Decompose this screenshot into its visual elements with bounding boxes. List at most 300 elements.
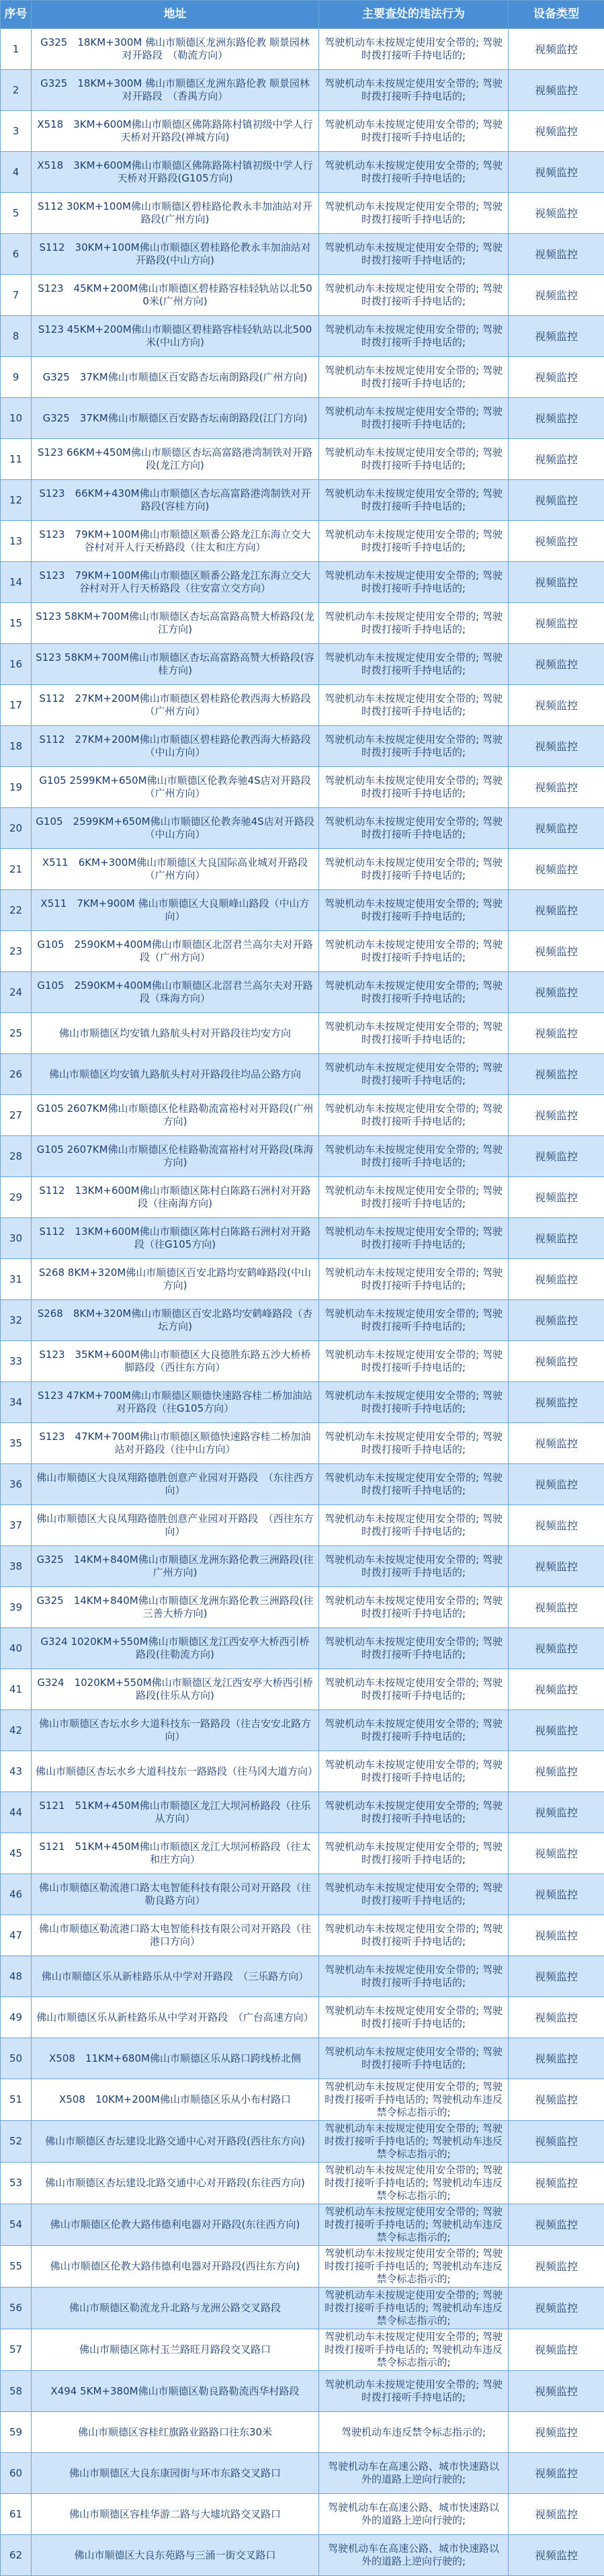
row-device-type: 视频监控 (509, 398, 604, 439)
row-address: G105 2590KM+400M佛山市顺德区北滘君兰高尔夫对开路段（珠海方向） (32, 972, 319, 1013)
table-row (1, 1300, 604, 1341)
table-row (1, 1710, 604, 1751)
row-address: 佛山市顺德区勒流港口路太电智能科技有限公司对开路段（往勒良路方向） (32, 1874, 319, 1915)
row-number: 14 (1, 562, 32, 603)
row-address: G105 2599KM+650M佛山市顺德区伦教奔驰4S店对开路段（中山方向） (32, 808, 319, 849)
row-device-type: 视频监控 (509, 767, 604, 808)
row-address: X508 11KM+680M佛山市顺德区乐从路口跨线桥北侧 (32, 2038, 319, 2079)
row-violation: 驾驶机动车未按规定使用安全带的; 驾驶时拨打接听手持电话的; (319, 1997, 509, 2038)
table-row (1, 111, 604, 152)
table-row (1, 2412, 604, 2453)
row-number: 61 (1, 2494, 32, 2535)
row-number: 52 (1, 2121, 32, 2163)
row-address: S123 47KM+700M佛山市顺德区顺德快速路容桂二桥加油站对开路段（往中山方向） (32, 1423, 319, 1464)
row-violation: 驾驶机动车未按规定使用安全带的; 驾驶时拨打接听手持电话的; (319, 808, 509, 849)
row-address: S123 47KM+700M佛山市顺德区顺德快速路容桂二桥加油站对开路段（往G105方向） (32, 1382, 319, 1423)
header-address: 地址 (32, 1, 319, 29)
row-violation: 驾驶机动车未按规定使用安全带的; 驾驶时拨打接听手持电话的; (319, 439, 509, 480)
row-address: X518 3KM+600M佛山市顺德区佛陈路陈村镇初级中学人行天桥对开路段(G105方向) (32, 152, 319, 193)
row-violation: 驾驶机动车未按规定使用安全带的; 驾驶时拨打接听手持电话的; 驾驶机动车违反禁令标志指示的; (319, 2079, 509, 2121)
row-number: 24 (1, 972, 32, 1013)
table-row (1, 849, 604, 890)
row-violation: 驾驶机动车未按规定使用安全带的; 驾驶时拨打接听手持电话的; (319, 1956, 509, 1997)
row-address: G324 1020KM+550M佛山市顺德区龙江西安亭大桥西引桥路段(往乐从方向) (32, 1669, 319, 1710)
table-row (1, 2494, 604, 2535)
row-number: 33 (1, 1341, 32, 1382)
row-address: S268 8KM+320M佛山市顺德区百安北路均安鹤峰路段(中山方向) (32, 1259, 319, 1300)
row-violation: 驾驶机动车未按规定使用安全带的; 驾驶时拨打接听手持电话的; (319, 357, 509, 398)
row-violation: 驾驶机动车未按规定使用安全带的; 驾驶时拨打接听手持电话的; (319, 767, 509, 808)
row-violation: 驾驶机动车未按规定使用安全带的; 驾驶时拨打接听手持电话的; (319, 480, 509, 521)
row-violation: 驾驶机动车未按规定使用安全带的; 驾驶时拨打接听手持电话的; (319, 1095, 509, 1136)
row-number: 8 (1, 316, 32, 357)
row-address: S268 8KM+320M佛山市顺德区百安北路均安鹤峰路段（杏坛方向) (32, 1300, 319, 1341)
row-number: 54 (1, 2204, 32, 2246)
row-device-type: 视频监控 (509, 2246, 604, 2288)
table-row (1, 1464, 604, 1505)
row-number: 19 (1, 767, 32, 808)
row-violation: 驾驶机动车未按规定使用安全带的; 驾驶时拨打接听手持电话的; (319, 1751, 509, 1792)
row-address: G105 2607KM佛山市顺德区伦桂路勒流富裕村对开路段(广州方向) (32, 1095, 319, 1136)
row-number: 28 (1, 1136, 32, 1177)
table-header-row (1, 1, 604, 29)
table-row (1, 70, 604, 111)
table-row (1, 275, 604, 316)
table-row (1, 767, 604, 808)
table-row (1, 1382, 604, 1423)
row-number: 36 (1, 1464, 32, 1505)
row-address: G325 37KM佛山市顺德区百安路杏坛南朗路段(广州方向) (32, 357, 319, 398)
row-violation: 驾驶机动车未按规定使用安全带的; 驾驶时拨打接听手持电话的; (319, 234, 509, 275)
row-device-type: 视频监控 (509, 316, 604, 357)
row-device-type: 视频监控 (509, 1751, 604, 1792)
row-number: 39 (1, 1587, 32, 1628)
row-number: 49 (1, 1997, 32, 2038)
row-violation: 驾驶机动车在高速公路、城市快速路以外的道路上逆向行驶的; (319, 2535, 509, 2576)
table-row (1, 1587, 604, 1628)
row-device-type: 视频监控 (509, 1464, 604, 1505)
row-address: S123 58KM+700M佛山市顺德区杏坛高富路高赞大桥路段(容桂方向) (32, 644, 319, 685)
row-violation: 驾驶机动车未按规定使用安全带的; 驾驶时拨打接听手持电话的; (319, 1505, 509, 1546)
row-number: 34 (1, 1382, 32, 1423)
row-device-type: 视频监控 (509, 1669, 604, 1710)
row-number: 47 (1, 1915, 32, 1956)
row-device-type: 视频监控 (509, 275, 604, 316)
row-number: 57 (1, 2329, 32, 2371)
header-device-type: 设备类型 (509, 1, 604, 29)
row-number: 29 (1, 1177, 32, 1218)
row-device-type: 视频监控 (509, 1915, 604, 1956)
table-row (1, 1751, 604, 1792)
row-violation: 驾驶机动车未按规定使用安全带的; 驾驶时拨打接听手持电话的; (319, 193, 509, 234)
row-address: G324 1020KM+550M佛山市顺德区龙江西安亭大桥西引桥路段(往勒流方向) (32, 1628, 319, 1669)
row-device-type: 视频监控 (509, 1792, 604, 1833)
row-address: 佛山市顺德区勒流港口路太电智能科技有限公司对开路段（往港口方向） (32, 1915, 319, 1956)
row-number: 2 (1, 70, 32, 111)
row-violation: 驾驶机动车未按规定使用安全带的; 驾驶时拨打接听手持电话的; (319, 890, 509, 931)
row-number: 6 (1, 234, 32, 275)
row-violation: 驾驶机动车在高速公路、城市快速路以外的道路上逆向行驶的; (319, 2453, 509, 2494)
row-device-type: 视频监控 (509, 1177, 604, 1218)
row-address: X511 7KM+900M 佛山市顺德区大良顺峰山路段（中山方向） (32, 890, 319, 931)
row-violation: 驾驶机动车未按规定使用安全带的; 驾驶时拨打接听手持电话的; (319, 1915, 509, 1956)
table-row (1, 2079, 604, 2121)
row-address: 佛山市顺德区均安镇九路航头村对开路段往均品公路方向 (32, 1054, 319, 1095)
row-device-type: 视频监控 (509, 603, 604, 644)
row-address: 佛山市顺德区伦教大路伟德利电器对开路段(东往西方向) (32, 2204, 319, 2246)
row-device-type: 视频监控 (509, 2494, 604, 2535)
row-number: 40 (1, 1628, 32, 1669)
row-number: 13 (1, 521, 32, 562)
header-violation: 主要查处的违法行为 (319, 1, 509, 29)
row-device-type: 视频监控 (509, 685, 604, 726)
row-violation: 驾驶机动车未按规定使用安全带的; 驾驶时拨打接听手持电话的; (319, 1792, 509, 1833)
row-violation: 驾驶机动车未按规定使用安全带的; 驾驶时拨打接听手持电话的; (319, 2038, 509, 2079)
row-address: G105 2590KM+400M佛山市顺德区北滘君兰高尔夫对开路段（广州方向） (32, 931, 319, 972)
table-row (1, 685, 604, 726)
row-device-type: 视频监控 (509, 480, 604, 521)
row-device-type: 视频监控 (509, 1300, 604, 1341)
row-device-type: 视频监控 (509, 1833, 604, 1874)
row-violation: 驾驶机动车在高速公路、城市快速路以外的道路上逆向行驶的; (319, 2494, 509, 2535)
row-device-type: 视频监控 (509, 193, 604, 234)
row-address: S112 30KM+100M佛山市顺德区碧桂路伦教永丰加油站对开路段(中山方向) (32, 234, 319, 275)
row-address: 佛山市顺德区均安镇九路航头村对开路段往均安方向 (32, 1013, 319, 1054)
row-violation: 驾驶机动车未按规定使用安全带的; 驾驶时拨打接听手持电话的; 驾驶机动车违反禁令标志指示的; (319, 2246, 509, 2288)
row-address: 佛山市顺德区容桂华游二路与大墟坑路交叉路口 (32, 2494, 319, 2535)
table-row (1, 29, 604, 70)
row-device-type: 视频监控 (509, 2412, 604, 2453)
row-address: 佛山市顺德区乐从新桂路乐从中学对开路段 （广台高速方向） (32, 1997, 319, 2038)
table-body (1, 29, 604, 2576)
row-address: S123 45KM+200M佛山市顺德区碧桂路容桂轻轨站以北500米(中山方向) (32, 316, 319, 357)
table-row (1, 644, 604, 685)
row-number: 16 (1, 644, 32, 685)
row-number: 10 (1, 398, 32, 439)
row-address: S112 27KM+200M佛山市顺德区碧桂路伦教西海大桥路段（中山方向） (32, 726, 319, 767)
table-row (1, 562, 604, 603)
row-violation: 驾驶机动车未按规定使用安全带的; 驾驶时拨打接听手持电话的; 驾驶机动车违反禁令标志指示的; (319, 2163, 509, 2204)
table-row (1, 1136, 604, 1177)
row-number: 20 (1, 808, 32, 849)
row-violation: 驾驶机动车未按规定使用安全带的; 驾驶时拨打接听手持电话的; (319, 1218, 509, 1259)
row-device-type: 视频监控 (509, 2535, 604, 2576)
table-row (1, 2246, 604, 2288)
row-address: 佛山市顺德区杏坛建设北路交通中心对开路段(西往东方向) (32, 2121, 319, 2163)
row-device-type: 视频监控 (509, 1546, 604, 1587)
row-device-type: 视频监控 (509, 521, 604, 562)
row-device-type: 视频监控 (509, 2038, 604, 2079)
table-row (1, 1013, 604, 1054)
row-address: 佛山市顺德区杏坛建设北路交通中心对开路段(东往西方向) (32, 2163, 319, 2204)
table-row (1, 1833, 604, 1874)
row-address: 佛山市顺德区大良凤翔路德胜创意产业园对开路段 （西往东方向） (32, 1505, 319, 1546)
row-device-type: 视频监控 (509, 1628, 604, 1669)
table-row (1, 2121, 604, 2163)
row-violation: 驾驶机动车未按规定使用安全带的; 驾驶时拨打接听手持电话的; (319, 972, 509, 1013)
row-number: 31 (1, 1259, 32, 1300)
row-number: 26 (1, 1054, 32, 1095)
row-device-type: 视频监控 (509, 2204, 604, 2246)
row-violation: 驾驶机动车未按规定使用安全带的; 驾驶时拨打接听手持电话的; 驾驶机动车违反禁令标志指示的; (319, 2329, 509, 2371)
row-address: 佛山市顺德区大良东康园街与环市东路交叉路口 (32, 2453, 319, 2494)
row-device-type: 视频监控 (509, 29, 604, 70)
table-row (1, 2288, 604, 2329)
row-address: S112 30KM+100M佛山市顺德区碧桂路伦教永丰加油站对开路段(广州方向) (32, 193, 319, 234)
table-row (1, 2453, 604, 2494)
row-number: 1 (1, 29, 32, 70)
row-address: X518 3KM+600M佛山市顺德区佛陈路陈村镇初级中学人行天桥对开路段(禅城方向) (32, 111, 319, 152)
row-number: 21 (1, 849, 32, 890)
row-number: 46 (1, 1874, 32, 1915)
row-address: S112 13KM+600M佛山市顺德区陈村白陈路石洲村对开路段（往南海方向) (32, 1177, 319, 1218)
row-number: 55 (1, 2246, 32, 2288)
row-device-type: 视频监控 (509, 972, 604, 1013)
row-violation: 驾驶机动车未按规定使用安全带的; 驾驶时拨打接听手持电话的; (319, 1382, 509, 1423)
row-violation: 驾驶机动车未按规定使用安全带的; 驾驶时拨打接听手持电话的; (319, 603, 509, 644)
row-number: 43 (1, 1751, 32, 1792)
row-address: X511 6KM+300M佛山市顺德区大良国际高业城对开路段（广州方向） (32, 849, 319, 890)
row-violation: 驾驶机动车未按规定使用安全带的; 驾驶时拨打接听手持电话的; (319, 1300, 509, 1341)
row-address: 佛山市顺德区大良东苑路与三涌一街交叉路口 (32, 2535, 319, 2576)
table-row (1, 1054, 604, 1095)
row-device-type: 视频监控 (509, 1054, 604, 1095)
row-device-type: 视频监控 (509, 562, 604, 603)
row-address: S121 51KM+450M佛山市顺德区龙江大坝河桥路段（往太和庄方向） (32, 1833, 319, 1874)
row-address: X508 10KM+200M佛山市顺德区乐从小布村路口 (32, 2079, 319, 2121)
table-row (1, 2329, 604, 2371)
row-violation: 驾驶机动车未按规定使用安全带的; 驾驶时拨打接听手持电话的; (319, 1710, 509, 1751)
row-number: 17 (1, 685, 32, 726)
table-row (1, 1341, 604, 1382)
row-number: 48 (1, 1956, 32, 1997)
table-row (1, 1628, 604, 1669)
row-address: S112 13KM+600M佛山市顺德区陈村白陈路石洲村对开路段（往G105方向) (32, 1218, 319, 1259)
row-number: 42 (1, 1710, 32, 1751)
row-number: 7 (1, 275, 32, 316)
row-device-type: 视频监控 (509, 1013, 604, 1054)
row-violation: 驾驶机动车未按规定使用安全带的; 驾驶时拨打接听手持电话的; (319, 29, 509, 70)
row-device-type: 视频监控 (509, 1095, 604, 1136)
row-address: S123 45KM+200M佛山市顺德区碧桂路容桂轻轨站以北500米(广州方向) (32, 275, 319, 316)
row-violation: 驾驶机动车未按规定使用安全带的; 驾驶时拨打接听手持电话的; (319, 111, 509, 152)
row-number: 5 (1, 193, 32, 234)
row-device-type: 视频监控 (509, 1136, 604, 1177)
row-address: S123 66KM+430M佛山市顺德区杏坛高富路港湾制铁对开路段(容桂方向) (32, 480, 319, 521)
row-violation: 驾驶机动车未按规定使用安全带的; 驾驶时拨打接听手持电话的; (319, 931, 509, 972)
row-device-type: 视频监控 (509, 70, 604, 111)
row-number: 35 (1, 1423, 32, 1464)
table-row (1, 234, 604, 275)
row-address: S123 79KM+100M佛山市顺德区顺番公路龙江东海立交大谷村对开人行天桥路段（往太和庄方向） (32, 521, 319, 562)
row-violation: 驾驶机动车未按规定使用安全带的; 驾驶时拨打接听手持电话的; (319, 1628, 509, 1669)
table-row (1, 1956, 604, 1997)
table-row (1, 521, 604, 562)
table-row (1, 1792, 604, 1833)
row-number: 11 (1, 439, 32, 480)
row-number: 44 (1, 1792, 32, 1833)
row-violation: 驾驶机动车未按规定使用安全带的; 驾驶时拨打接听手持电话的; (319, 1874, 509, 1915)
table-row (1, 316, 604, 357)
table-row (1, 357, 604, 398)
row-device-type: 视频监控 (509, 1423, 604, 1464)
row-device-type: 视频监控 (509, 808, 604, 849)
row-number: 58 (1, 2371, 32, 2412)
table-row (1, 152, 604, 193)
row-address: 佛山市顺德区杏坛水乡大道科技东一路路段（往吉安安北路方向） (32, 1710, 319, 1751)
row-device-type: 视频监控 (509, 152, 604, 193)
row-violation: 驾驶机动车未按规定使用安全带的; 驾驶时拨打接听手持电话的; (319, 726, 509, 767)
row-violation: 驾驶机动车未按规定使用安全带的; 驾驶时拨打接听手持电话的; (319, 1423, 509, 1464)
row-device-type: 视频监控 (509, 357, 604, 398)
table-row (1, 1915, 604, 1956)
row-number: 15 (1, 603, 32, 644)
table-row (1, 1218, 604, 1259)
table-row (1, 1177, 604, 1218)
row-address: S123 79KM+100M佛山市顺德区顺番公路龙江东海立交大谷村对开人行天桥路段（往安富立交方向） (32, 562, 319, 603)
table-row (1, 2163, 604, 2204)
row-device-type: 视频监控 (509, 1997, 604, 2038)
row-address: 佛山市顺德区勒流龙升北路与龙洲公路交叉路段 (32, 2288, 319, 2329)
table-row (1, 1095, 604, 1136)
row-address: G325 14KM+840M佛山市顺德区龙洲东路伦教三洲路段(往三善大桥方向) (32, 1587, 319, 1628)
row-violation: 驾驶机动车未按规定使用安全带的; 驾驶时拨打接听手持电话的; (319, 1177, 509, 1218)
row-number: 60 (1, 2453, 32, 2494)
row-device-type: 视频监控 (509, 1259, 604, 1300)
row-address: G105 2607KM佛山市顺德区伦桂路勒流富裕村对开路段(珠海方向) (32, 1136, 319, 1177)
row-address: X494 5KM+380M佛山市顺德区勒良路勒流西华村路段 (32, 2371, 319, 2412)
table-row (1, 439, 604, 480)
row-violation: 驾驶机动车未按规定使用安全带的; 驾驶时拨打接听手持电话的; (319, 521, 509, 562)
row-violation: 驾驶机动车未按规定使用安全带的; 驾驶时拨打接听手持电话的; 驾驶机动车违反禁令标志指示的; (319, 2204, 509, 2246)
row-address: S112 27KM+200M佛山市顺德区碧桂路伦教西海大桥路段（广州方向） (32, 685, 319, 726)
row-number: 12 (1, 480, 32, 521)
row-violation: 驾驶机动车未按规定使用安全带的; 驾驶时拨打接听手持电话的; (319, 1136, 509, 1177)
row-number: 41 (1, 1669, 32, 1710)
row-violation: 驾驶机动车未按规定使用安全带的; 驾驶时拨打接听手持电话的; (319, 1054, 509, 1095)
table-row (1, 1505, 604, 1546)
row-violation: 驾驶机动车未按规定使用安全带的; 驾驶时拨打接听手持电话的; (319, 152, 509, 193)
table-row (1, 890, 604, 931)
row-address: 佛山市顺德区容桂红旗路业路路口往东30米 (32, 2412, 319, 2453)
table-row (1, 726, 604, 767)
row-violation: 驾驶机动车未按规定使用安全带的; 驾驶时拨打接听手持电话的; (319, 1669, 509, 1710)
row-device-type: 视频监控 (509, 1341, 604, 1382)
row-violation: 驾驶机动车未按规定使用安全带的; 驾驶时拨打接听手持电话的; (319, 1464, 509, 1505)
row-address: G325 37KM佛山市顺德区百安路杏坛南朗路段(江门方向) (32, 398, 319, 439)
row-violation: 驾驶机动车未按规定使用安全带的; 驾驶时拨打接听手持电话的; (319, 316, 509, 357)
row-address: S123 66KM+450M佛山市顺德区杏坛高富路港湾制铁对开路段(龙江方向) (32, 439, 319, 480)
row-device-type: 视频监控 (509, 111, 604, 152)
table-row (1, 1259, 604, 1300)
row-violation: 驾驶机动车未按规定使用安全带的; 驾驶时拨打接听手持电话的; (319, 1259, 509, 1300)
row-device-type: 视频监控 (509, 2121, 604, 2163)
table-row (1, 603, 604, 644)
row-device-type: 视频监控 (509, 2329, 604, 2371)
table-row (1, 808, 604, 849)
row-number: 3 (1, 111, 32, 152)
row-device-type: 视频监控 (509, 1710, 604, 1751)
row-violation: 驾驶机动车未按规定使用安全带的; 驾驶时拨打接听手持电话的; (319, 275, 509, 316)
row-number: 56 (1, 2288, 32, 2329)
row-address: G325 18KM+300M 佛山市顺德区龙洲东路伦教 顺景园林对开路段 （勒流方向） (32, 29, 319, 70)
row-violation: 驾驶机动车未按规定使用安全带的; 驾驶时拨打接听手持电话的; (319, 1833, 509, 1874)
table-row (1, 2371, 604, 2412)
table-row (1, 193, 604, 234)
row-number: 27 (1, 1095, 32, 1136)
row-number: 25 (1, 1013, 32, 1054)
row-address: 佛山市顺德区大良凤翔路德胜创意产业园对开路段 （东往西方向） (32, 1464, 319, 1505)
row-device-type: 视频监控 (509, 1587, 604, 1628)
row-address: S123 35KM+600M佛山市顺德区大良德胜东路五沙大桥桥脚路段（西往东方向） (32, 1341, 319, 1382)
row-number: 30 (1, 1218, 32, 1259)
row-number: 50 (1, 2038, 32, 2079)
row-device-type: 视频监控 (509, 234, 604, 275)
row-device-type: 视频监控 (509, 1505, 604, 1546)
row-device-type: 视频监控 (509, 1382, 604, 1423)
row-device-type: 视频监控 (509, 644, 604, 685)
row-number: 18 (1, 726, 32, 767)
row-address: S121 51KM+450M佛山市顺德区龙江大坝河桥路段（往乐从方向） (32, 1792, 319, 1833)
row-violation: 驾驶机动车未按规定使用安全带的; 驾驶时拨打接听手持电话的; (319, 1341, 509, 1382)
row-number: 23 (1, 931, 32, 972)
row-violation: 驾驶机动车未按规定使用安全带的; 驾驶时拨打接听手持电话的; (319, 644, 509, 685)
row-violation: 驾驶机动车未按规定使用安全带的; 驾驶时拨打接听手持电话的; (319, 849, 509, 890)
row-number: 4 (1, 152, 32, 193)
row-violation: 驾驶机动车违反禁令标志指示的; (319, 2412, 509, 2453)
row-number: 22 (1, 890, 32, 931)
row-number: 59 (1, 2412, 32, 2453)
row-number: 37 (1, 1505, 32, 1546)
row-number: 51 (1, 2079, 32, 2121)
table-row (1, 1874, 604, 1915)
row-address: G325 14KM+840M佛山市顺德区龙洲东路伦教三洲路段(往广州方向) (32, 1546, 319, 1587)
table-row (1, 1423, 604, 1464)
row-address: 佛山市顺德区陈村玉兰路旺月路段交叉路口 (32, 2329, 319, 2371)
table-row (1, 1997, 604, 2038)
table-row (1, 480, 604, 521)
header-no: 序号 (1, 1, 32, 29)
table-row (1, 931, 604, 972)
row-address: 佛山市顺德区乐从新桂路乐从中学对开路段 （三乐路方向） (32, 1956, 319, 1997)
row-number: 53 (1, 2163, 32, 2204)
row-violation: 驾驶机动车未按规定使用安全带的; 驾驶时拨打接听手持电话的; (319, 685, 509, 726)
row-address: 佛山市顺德区伦教大路伟德利电器对开路段(西往东方向) (32, 2246, 319, 2288)
row-number: 9 (1, 357, 32, 398)
row-device-type: 视频监控 (509, 2079, 604, 2121)
row-violation: 驾驶机动车未按规定使用安全带的; 驾驶时拨打接听手持电话的; 驾驶机动车违反禁令标志指示的; (319, 2288, 509, 2329)
row-device-type: 视频监控 (509, 1956, 604, 1997)
table-row (1, 2535, 604, 2576)
table-row (1, 398, 604, 439)
row-violation: 驾驶机动车未按规定使用安全带的; 驾驶时拨打接听手持电话的; (319, 70, 509, 111)
row-device-type: 视频监控 (509, 890, 604, 931)
row-number: 62 (1, 2535, 32, 2576)
row-device-type: 视频监控 (509, 2453, 604, 2494)
row-violation: 驾驶机动车未按规定使用安全带的; 驾驶时拨打接听手持电话的; (319, 1546, 509, 1587)
table-row (1, 2204, 604, 2246)
row-violation: 驾驶机动车未按规定使用安全带的; 驾驶时拨打接听手持电话的; (319, 398, 509, 439)
row-violation: 驾驶机动车未按规定使用安全带的; 驾驶时拨打接听手持电话的; 驾驶机动车违反禁令标志指示的; (319, 2121, 509, 2163)
row-violation: 驾驶机动车未按规定使用安全带的; 驾驶时拨打接听手持电话的; (319, 2371, 509, 2412)
row-device-type: 视频监控 (509, 726, 604, 767)
row-number: 38 (1, 1546, 32, 1587)
row-device-type: 视频监控 (509, 2288, 604, 2329)
row-device-type: 视频监控 (509, 1218, 604, 1259)
row-address: G325 18KM+300M 佛山市顺德区龙洲东路伦教 顺景园林对开路段 （香禺方向） (32, 70, 319, 111)
row-address: 佛山市顺德区杏坛水乡大道科技东一路路段（往马冈大道方向） (32, 1751, 319, 1792)
row-violation: 驾驶机动车未按规定使用安全带的; 驾驶时拨打接听手持电话的; (319, 562, 509, 603)
